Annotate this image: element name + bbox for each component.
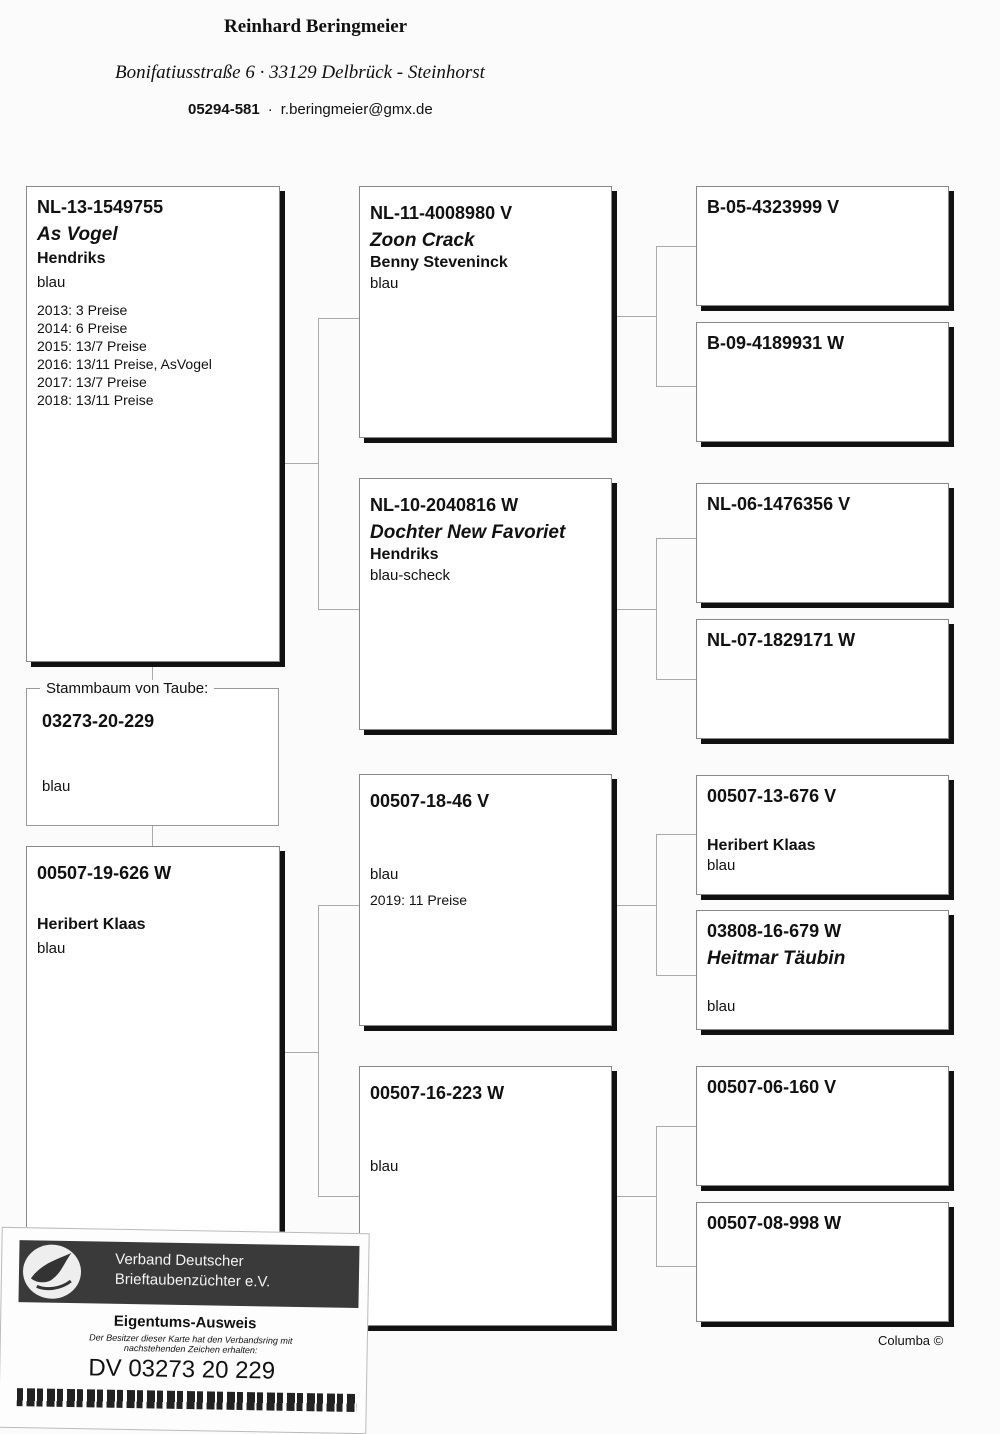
great-grandparent-box [696, 619, 949, 739]
connector-line [656, 246, 696, 247]
great-grandparent-box [696, 910, 949, 1030]
connector-line [318, 318, 360, 319]
result-line: 2014: 6 Preise [37, 320, 128, 336]
result-line: 2015: 13/7 Preise [37, 338, 147, 354]
card-title: Eigentums-Ausweis [113, 1312, 257, 1333]
connector-line [656, 975, 696, 976]
dam-ring: 00507-19-626 W [37, 863, 172, 883]
connector-line [656, 679, 696, 680]
ggp-ring: NL-07-1829171 W [707, 630, 856, 650]
card-header [18, 1240, 359, 1308]
gp-result: 2019: 11 Preise [370, 892, 468, 908]
ggp-breeder: Heribert Klaas [707, 837, 816, 854]
ggp-name: Heitmar Täubin [707, 948, 846, 969]
result-line: 2017: 13/7 Preise [37, 374, 147, 390]
ggp-ring: 00507-08-998 W [707, 1213, 842, 1233]
connector-line [318, 609, 360, 610]
gp-color: blau [370, 866, 399, 883]
grandparent-box [359, 774, 612, 1026]
header-address: Bonifatiusstraße 6 · 33129 Delbrück - Steinhorst [115, 62, 485, 83]
sire-name: As Vogel [37, 224, 118, 245]
dam-breeder: Heribert Klaas [37, 916, 146, 933]
connector-line [612, 905, 656, 906]
connector-line [612, 1196, 656, 1197]
result-line: 2018: 13/11 Preise [37, 392, 154, 408]
ggp-ring: 00507-13-676 V [707, 786, 837, 806]
connector-line [656, 538, 657, 680]
great-grandparent-box [696, 186, 949, 306]
card-text: Der Besitzer dieser Karte hat den Verbandsring mit nachstehenden Zeichen erhalten: [89, 1332, 293, 1356]
ggp-color: blau [707, 857, 736, 874]
ggp-ring: 03808-16-679 W [707, 921, 842, 941]
connector-line [656, 1126, 657, 1267]
gp-name: Zoon Crack [370, 230, 475, 251]
connector-line [656, 1126, 696, 1127]
connector-line [318, 905, 360, 906]
connector-line [656, 386, 696, 387]
great-grandparent-box [696, 1202, 949, 1322]
gp-ring: NL-11-4008980 V [370, 203, 513, 223]
gp-color: blau [370, 275, 399, 292]
ggp-ring: 00507-06-160 V [707, 1077, 837, 1097]
connector-line [656, 246, 657, 387]
subject-legend: Stammbaum von Taube: [40, 680, 214, 697]
ggp-color: blau [707, 998, 736, 1015]
gp-ring: 00507-16-223 W [370, 1083, 505, 1103]
connector-line [318, 905, 319, 1197]
sire-results [37, 301, 269, 409]
card-ring-number: DV 03273 20 229 [88, 1354, 276, 1385]
connector-line [612, 316, 656, 317]
connector-line [280, 463, 318, 464]
great-grandparent-box [696, 1066, 949, 1186]
gp-color: blau-scheck [370, 567, 451, 584]
header-separator: · [267, 101, 273, 118]
result-line: 2013: 3 Preise [37, 302, 128, 318]
result-line: 2016: 13/11 Preise, AsVogel [37, 356, 212, 372]
grandparent-box [359, 186, 612, 438]
subject-box [26, 688, 279, 826]
header-phone: 05294-581 [188, 101, 260, 118]
great-grandparent-box [696, 775, 949, 895]
subject-ring: 03273-20-229 [42, 711, 155, 731]
great-grandparent-box [696, 322, 949, 442]
gp-color: blau [370, 1158, 399, 1175]
gp-name: Dochter New Favoriet [370, 522, 566, 543]
header-contact [188, 101, 433, 118]
ggp-ring: B-05-4323999 V [707, 197, 840, 217]
gp-ring: NL-10-2040816 W [370, 495, 519, 515]
dove-logo-icon [23, 1244, 82, 1299]
connector-line [318, 318, 319, 610]
connector-line [656, 538, 696, 539]
sire-color: blau [37, 274, 66, 291]
dam-color: blau [37, 940, 66, 957]
gp-ring: 00507-18-46 V [370, 791, 490, 811]
ggp-ring: B-09-4189931 W [707, 333, 845, 353]
card-org-line1: Verband Deutscher [115, 1250, 244, 1271]
connector-line [152, 826, 153, 846]
connector-line [656, 834, 696, 835]
connector-line [656, 834, 657, 976]
card-pattern [17, 1388, 357, 1412]
sire-box [26, 186, 280, 662]
ggp-ring: NL-06-1476356 V [707, 494, 851, 514]
gp-breeder: Benny Steveninck [370, 254, 508, 271]
connector-line [280, 1052, 318, 1053]
subject-color: blau [42, 778, 71, 795]
card-org-line2: Brieftaubenzüchter e.V. [114, 1270, 271, 1291]
sire-ring: NL-13-1549755 [37, 197, 164, 217]
ownership-card [0, 1227, 370, 1434]
header-name: Reinhard Beringmeier [224, 16, 408, 37]
connector-line [612, 609, 656, 610]
great-grandparent-box [696, 483, 949, 603]
connector-line [656, 1266, 696, 1267]
grandparent-box [359, 1066, 612, 1326]
dam-box [26, 846, 280, 1242]
gp-breeder: Hendriks [370, 546, 439, 563]
connector-line [318, 1196, 360, 1197]
header-email: r.beringmeier@gmx.de [280, 101, 433, 118]
grandparent-box [359, 478, 612, 730]
sire-breeder: Hendriks [37, 250, 106, 267]
footer-copyright: Columba © [878, 1333, 944, 1348]
